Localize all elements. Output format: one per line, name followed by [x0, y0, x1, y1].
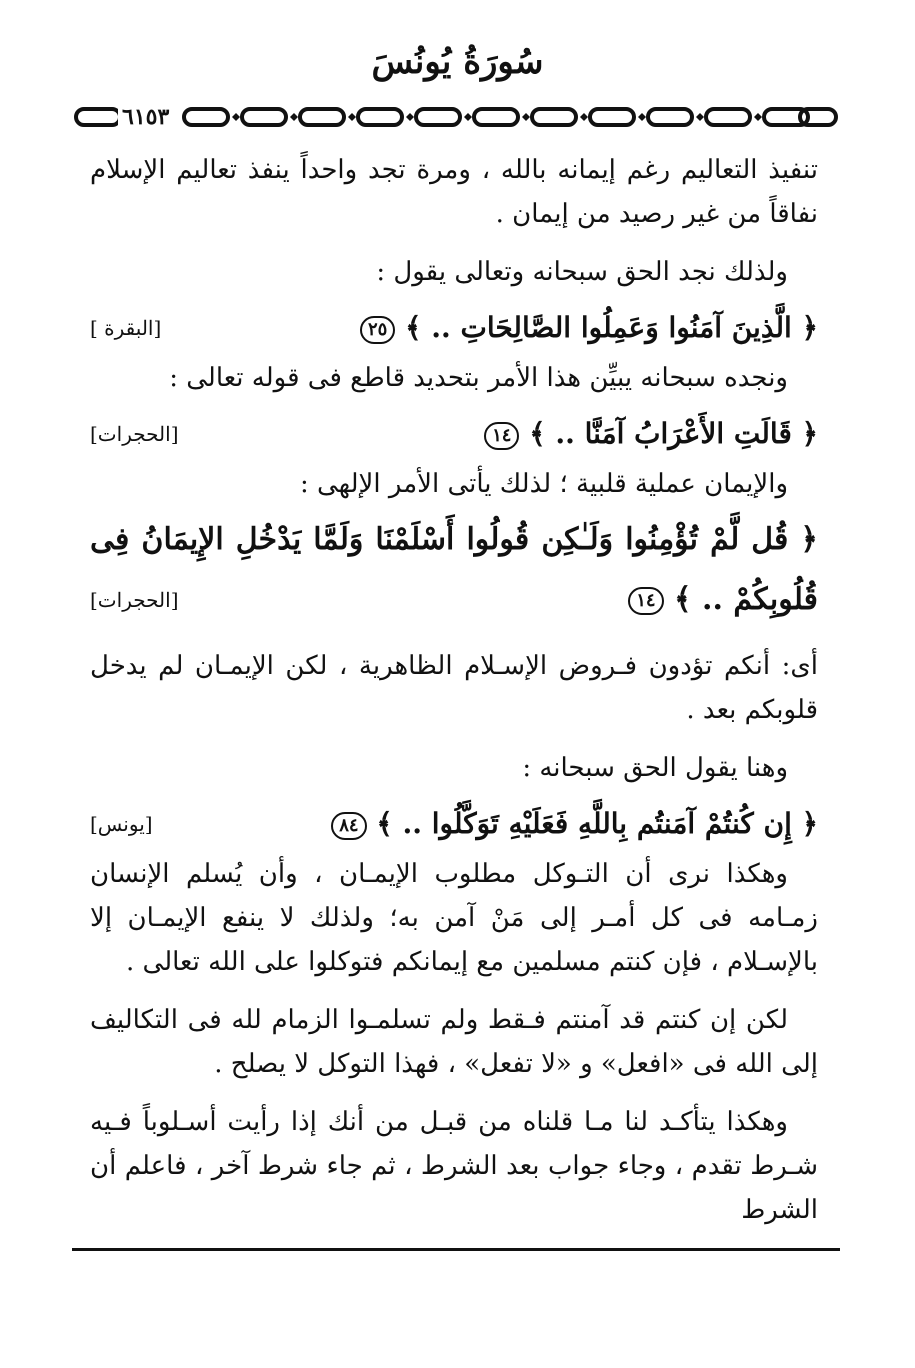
verse-text: ﴿ إِن كُنتُمْ آمَنتُم بِاللَّهِ فَعَلَيْهِ تَوَكَّلُوا .. ﴾ ٨٤: [331, 796, 818, 852]
paragraph: أى: أنكم تؤدون فـروض الإسـلام الظاهرية ، لكن الإيمـان لم يدخل قلوبكم بعد .: [90, 651, 818, 725]
ayah-number-badge: ١٤: [628, 587, 663, 615]
page-number: ٦١٥٣: [118, 100, 173, 134]
surah-title: سُورَةُ يُونُسَ: [371, 42, 544, 82]
ornament-chain-icon: [72, 100, 842, 134]
surah-reference: [يونس]: [90, 812, 153, 836]
ayah-number-badge: ١٤: [484, 422, 519, 450]
quran-verse: [90, 406, 818, 462]
paragraph: والإيمان عملية قلبية ؛ لذلك يأتى الأمر الإلهى :: [299, 469, 788, 499]
page-body: [90, 148, 818, 1232]
verse-text: ﴿ قَالَتِ الأَعْرَابُ آمَنَّا .. ﴾ ١٤: [484, 406, 818, 462]
quran-verse: [90, 796, 818, 852]
surah-reference: [الحجرات]: [90, 588, 179, 612]
surah-reference: [الحجرات]: [90, 422, 179, 446]
quran-verse: [90, 510, 818, 630]
paragraph: ولذلك نجد الحق سبحانه وتعالى يقول :: [376, 257, 788, 287]
paragraph: وهكذا يتأكـد لنا مـا قلناه من قبـل من أنك إذا رأيت أسـلوباً فـيه شـرط تقدم ، وجاء جواب بعد الشرط ، ثم جاء شرط آخر ، فاعلم أن الشرط: [90, 1107, 818, 1225]
ayah-number-badge: ٢٥: [360, 316, 395, 344]
bottom-divider: [72, 1248, 840, 1251]
paragraph: وهكذا نرى أن التـوكل مطلوب الإيمـان ، وأن يُسلم الإنسان زمـامه فى كل أمـر إلى مَنْ آمن به؛ ولذلك لا ينفع الإيمـان إلا بالإسـلام ، فإن كنتم مسلمين مع إيمانكم فتوكلوا على الله تعالى .: [90, 859, 818, 977]
paragraph: وهنا يقول الحق سبحانه :: [522, 753, 788, 783]
paragraph: لكن إن كنتم قد آمنتم فـقط ولم تسلمـوا الزمام لله فى التكاليف إلى الله فى «افعل» و «لا تفعل» ، فهذا التوكل لا يصلح .: [90, 1005, 818, 1079]
paragraph: ونجده سبحانه يبيِّن هذا الأمر بتحديد قاطع فى قوله تعالى :: [169, 363, 788, 393]
ayah-number-badge: ٨٤: [331, 812, 366, 840]
paragraph: تنفيذ التعاليم رغم إيمانه بالله ، ومرة تجد واحداً ينفذ تعاليم الإسلام نفاقاً من غير رصيد من إيمان .: [90, 155, 818, 229]
verse-text: ﴿ قُل لَّمْ تُؤْمِنُوا وَلَـٰكِن قُولُوا أَسْلَمْنَا وَلَمَّا يَدْخُلِ الإِيمَانُ فِى قُلُوبِكُمْ .. ﴾: [90, 522, 818, 617]
surah-reference: [البقرة ]: [90, 316, 162, 340]
quran-verse: [90, 300, 818, 356]
decorative-header-band: [72, 100, 842, 134]
verse-text: ﴿ الَّذِينَ آمَنُوا وَعَمِلُوا الصَّالِحَاتِ .. ﴾ ٢٥: [360, 300, 818, 356]
